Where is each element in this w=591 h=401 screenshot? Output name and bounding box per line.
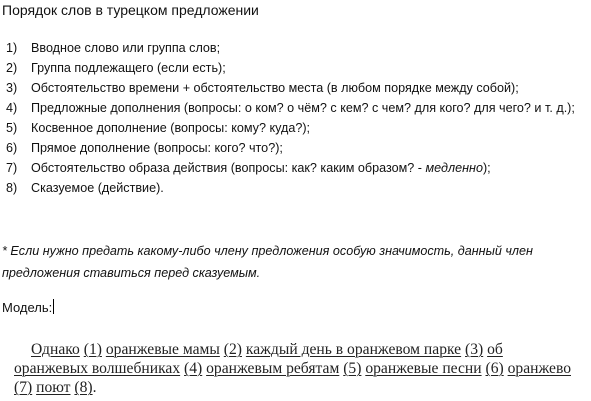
list-item-number: 3) bbox=[6, 81, 18, 95]
list-item-number: 7) bbox=[6, 161, 18, 175]
list-item bbox=[6, 98, 586, 118]
word-order-list bbox=[6, 38, 586, 198]
model-label[interactable] bbox=[2, 299, 54, 316]
list-item-number: 2) bbox=[6, 61, 18, 75]
phrase-3: каждый день в оранжевом парке bbox=[245, 341, 462, 358]
phrase-number-8: (8) bbox=[74, 379, 93, 396]
phrase-number-7: (7) bbox=[14, 379, 33, 396]
list-item-text: Вводное слово или группа слов; bbox=[31, 41, 221, 55]
list-item-number: 1) bbox=[6, 41, 18, 55]
phrase-4: об оранжевых волшебниках bbox=[14, 341, 503, 377]
list-item-example: медленно bbox=[425, 161, 483, 175]
phrase-8: поют bbox=[36, 379, 71, 396]
list-item-text: Прямое дополнение (вопросы: кого? что?); bbox=[31, 141, 283, 155]
list-item-number: 5) bbox=[6, 121, 18, 135]
list-item bbox=[6, 178, 586, 198]
list-item bbox=[6, 78, 586, 98]
phrase-number-6: (6) bbox=[485, 360, 504, 377]
list-item bbox=[6, 118, 586, 138]
list-item-text-before: Обстоятельство образа действия (вопросы: как? каким образом? - bbox=[31, 161, 426, 175]
text-cursor bbox=[53, 299, 54, 314]
phrase-number-3: (3) bbox=[465, 341, 484, 358]
list-item-text: Группа подлежащего (если есть); bbox=[31, 61, 226, 75]
page-title: Порядок слов в турецком предложении bbox=[2, 2, 259, 18]
phrase-number-5: (5) bbox=[343, 360, 362, 377]
model-sentence bbox=[14, 340, 580, 397]
phrase-number-1: (1) bbox=[83, 341, 102, 358]
phrase-number-4: (4) bbox=[184, 360, 203, 377]
list-item-number: 8) bbox=[6, 181, 18, 195]
phrase-1: Однако bbox=[31, 341, 80, 358]
model-label-text: Модель: bbox=[2, 300, 53, 315]
phrase-5: оранжевым ребятам bbox=[206, 360, 340, 377]
list-item-text: Сказуемое (действие). bbox=[31, 181, 164, 195]
list-item bbox=[6, 58, 586, 78]
phrase-7: оранжево bbox=[507, 360, 571, 377]
phrase-6: оранжевые песни bbox=[365, 360, 482, 377]
list-item-number: 4) bbox=[6, 101, 18, 115]
list-item-text: Обстоятельство времени + обстоятельство места (в любом порядке между собой); bbox=[31, 81, 519, 95]
sentence-end: . bbox=[92, 379, 97, 396]
list-item bbox=[6, 138, 586, 158]
list-item-text: Предложные дополнения (вопросы: о ком? о чём? с кем? с чем? для кого? для чего? и т. д.); bbox=[31, 101, 575, 115]
phrase-number-2: (2) bbox=[223, 341, 242, 358]
list-item-number: 6) bbox=[6, 141, 18, 155]
phrase-2: оранжевые мамы bbox=[105, 341, 220, 358]
emphasis-note: * Если нужно предать какому-либо члену предложения особую значимость, данный член предложения ставиться перед сказуемым. bbox=[2, 244, 533, 280]
list-item-text-after: ); bbox=[482, 161, 491, 175]
list-item-text bbox=[31, 161, 491, 175]
list-item bbox=[6, 158, 586, 178]
list-item-text: Косвенное дополнение (вопросы: кому? куда?); bbox=[31, 121, 311, 135]
list-item bbox=[6, 38, 586, 58]
